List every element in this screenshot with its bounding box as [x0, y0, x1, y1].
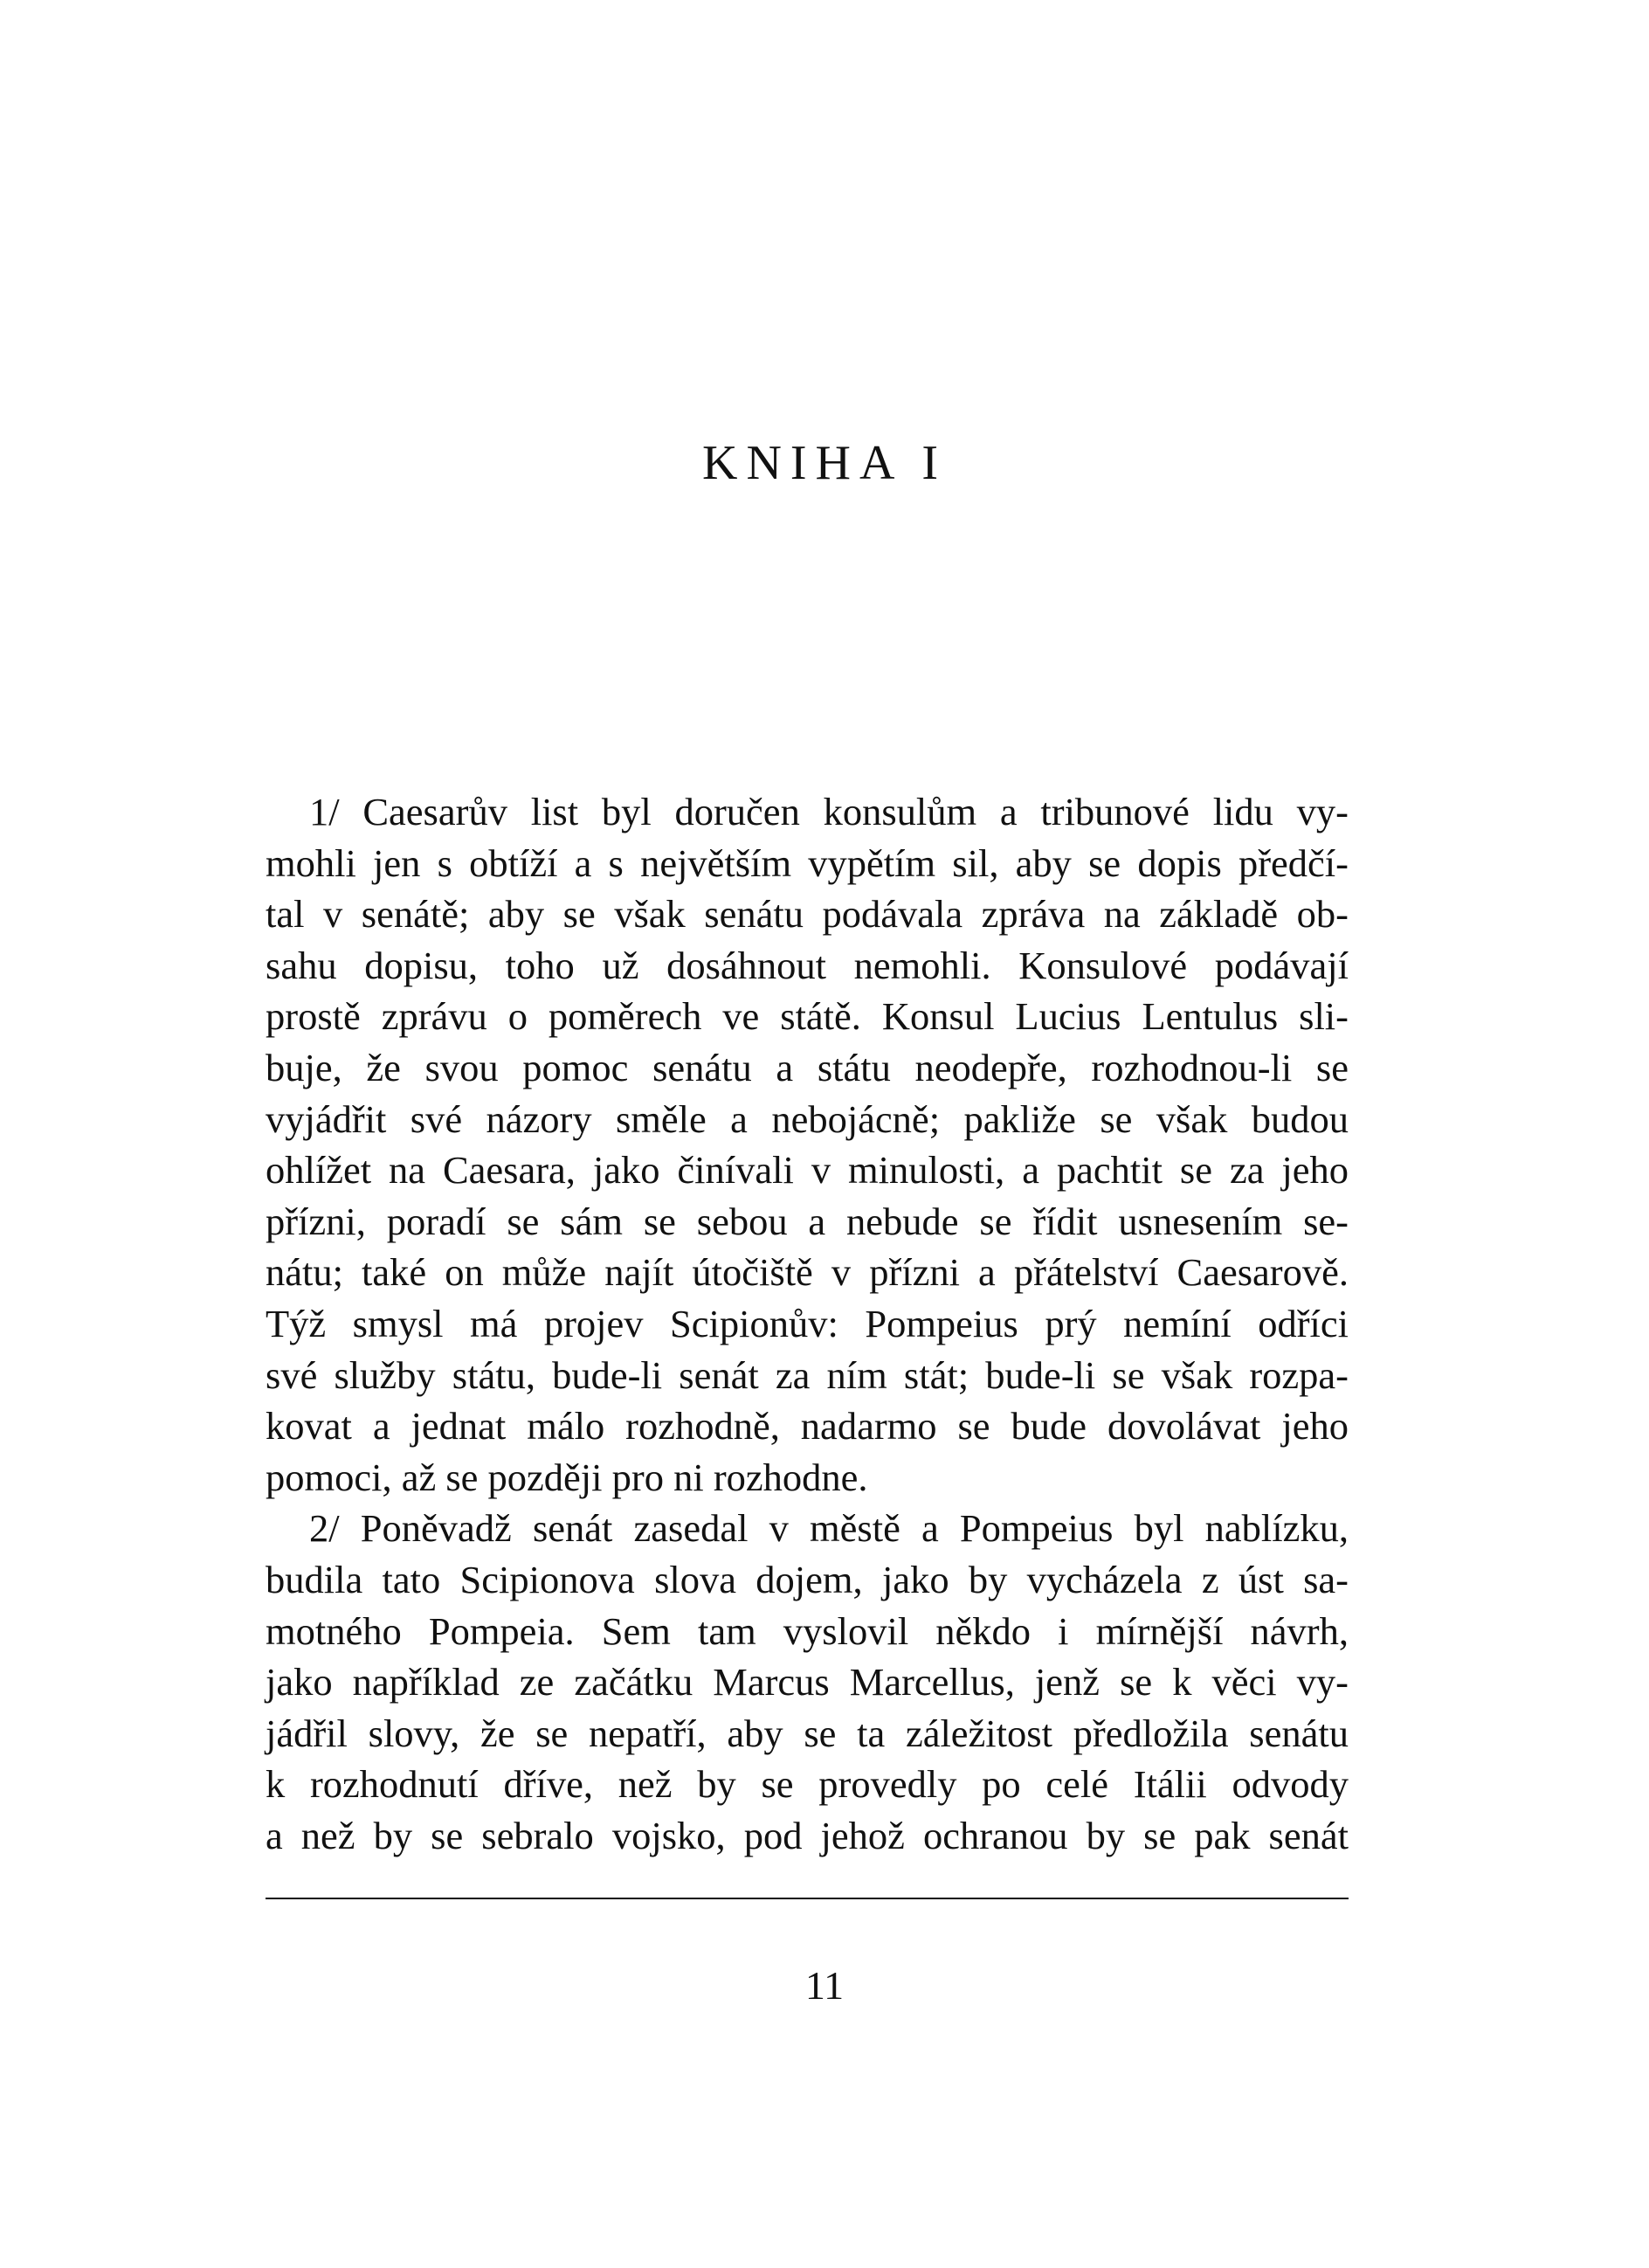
text-line: prostě zprávu o poměrech ve státě. Konsul Lucius Lentulus sli-: [266, 994, 1349, 1039]
text-line: kovat a jednat málo rozhodně, nadarmo se bude dovolávat jeho: [266, 1404, 1349, 1449]
text-line: vyjádřit své názory směle a nebojácně; pakliže se však budou: [266, 1096, 1349, 1141]
text-line: pomoci, až se později pro ni rozhodne.: [266, 1455, 868, 1499]
text-line: budila tato Scipionova slova dojem, jako by vycházela z úst sa-: [266, 1557, 1349, 1601]
text-line: 2/ Poněvadž senát zasedal v městě a Pompeius byl nablízku,: [309, 1506, 1349, 1551]
text-line: mohli jen s obtíží a s největším vypětím sil, aby se dopis předčí-: [266, 840, 1349, 885]
footer-rule: [266, 1898, 1349, 1899]
text-line: sahu dopisu, toho už dosáhnout nemohli. Konsulové podávají: [266, 943, 1349, 987]
text-line: ohlížet na Caesara, jako činívali v minulosti, a pachtit se za jeho: [266, 1148, 1349, 1193]
page-number: 11: [804, 1963, 845, 2008]
text-line: Týž smysl má projev Scipionův: Pompeius prý nemíní odříci: [266, 1301, 1349, 1345]
text-line: a než by se sebralo vojsko, pod jehož ochranou by se pak senát: [266, 1813, 1349, 1857]
chapter-title: KNIHA I: [702, 436, 947, 490]
text-line: k rozhodnutí dříve, než by se provedly po celé Itálii odvody: [266, 1762, 1349, 1807]
body-text: [266, 786, 1349, 1861]
text-line: nátu; také on může najít útočiště v přízni a přátelství Caesarově.: [266, 1250, 1349, 1295]
text-line: motného Pompeia. Sem tam vyslovil někdo i mírnější návrh,: [266, 1608, 1349, 1653]
text-line: 1/ Caesarův list byl doručen konsulům a tribunové lidu vy-: [309, 790, 1349, 833]
text-line: přízni, poradí se sám se sebou a nebude se řídit usnesením se-: [266, 1199, 1349, 1243]
text-line: své služby státu, bude-li senát za ním stát; bude-li se však rozpa-: [266, 1352, 1349, 1397]
text-line: tal v senátě; aby se však senátu podávala zpráva na základě ob-: [266, 892, 1349, 937]
text-line: jádřil slovy, že se nepatří, aby se ta záležitost předložila senátu: [266, 1711, 1349, 1755]
text-line: buje, že svou pomoc senátu a státu neodepře, rozhodnou-li se: [266, 1045, 1349, 1089]
text-line: jako například ze začátku Marcus Marcellus, jenž se k věci vy-: [266, 1660, 1349, 1704]
